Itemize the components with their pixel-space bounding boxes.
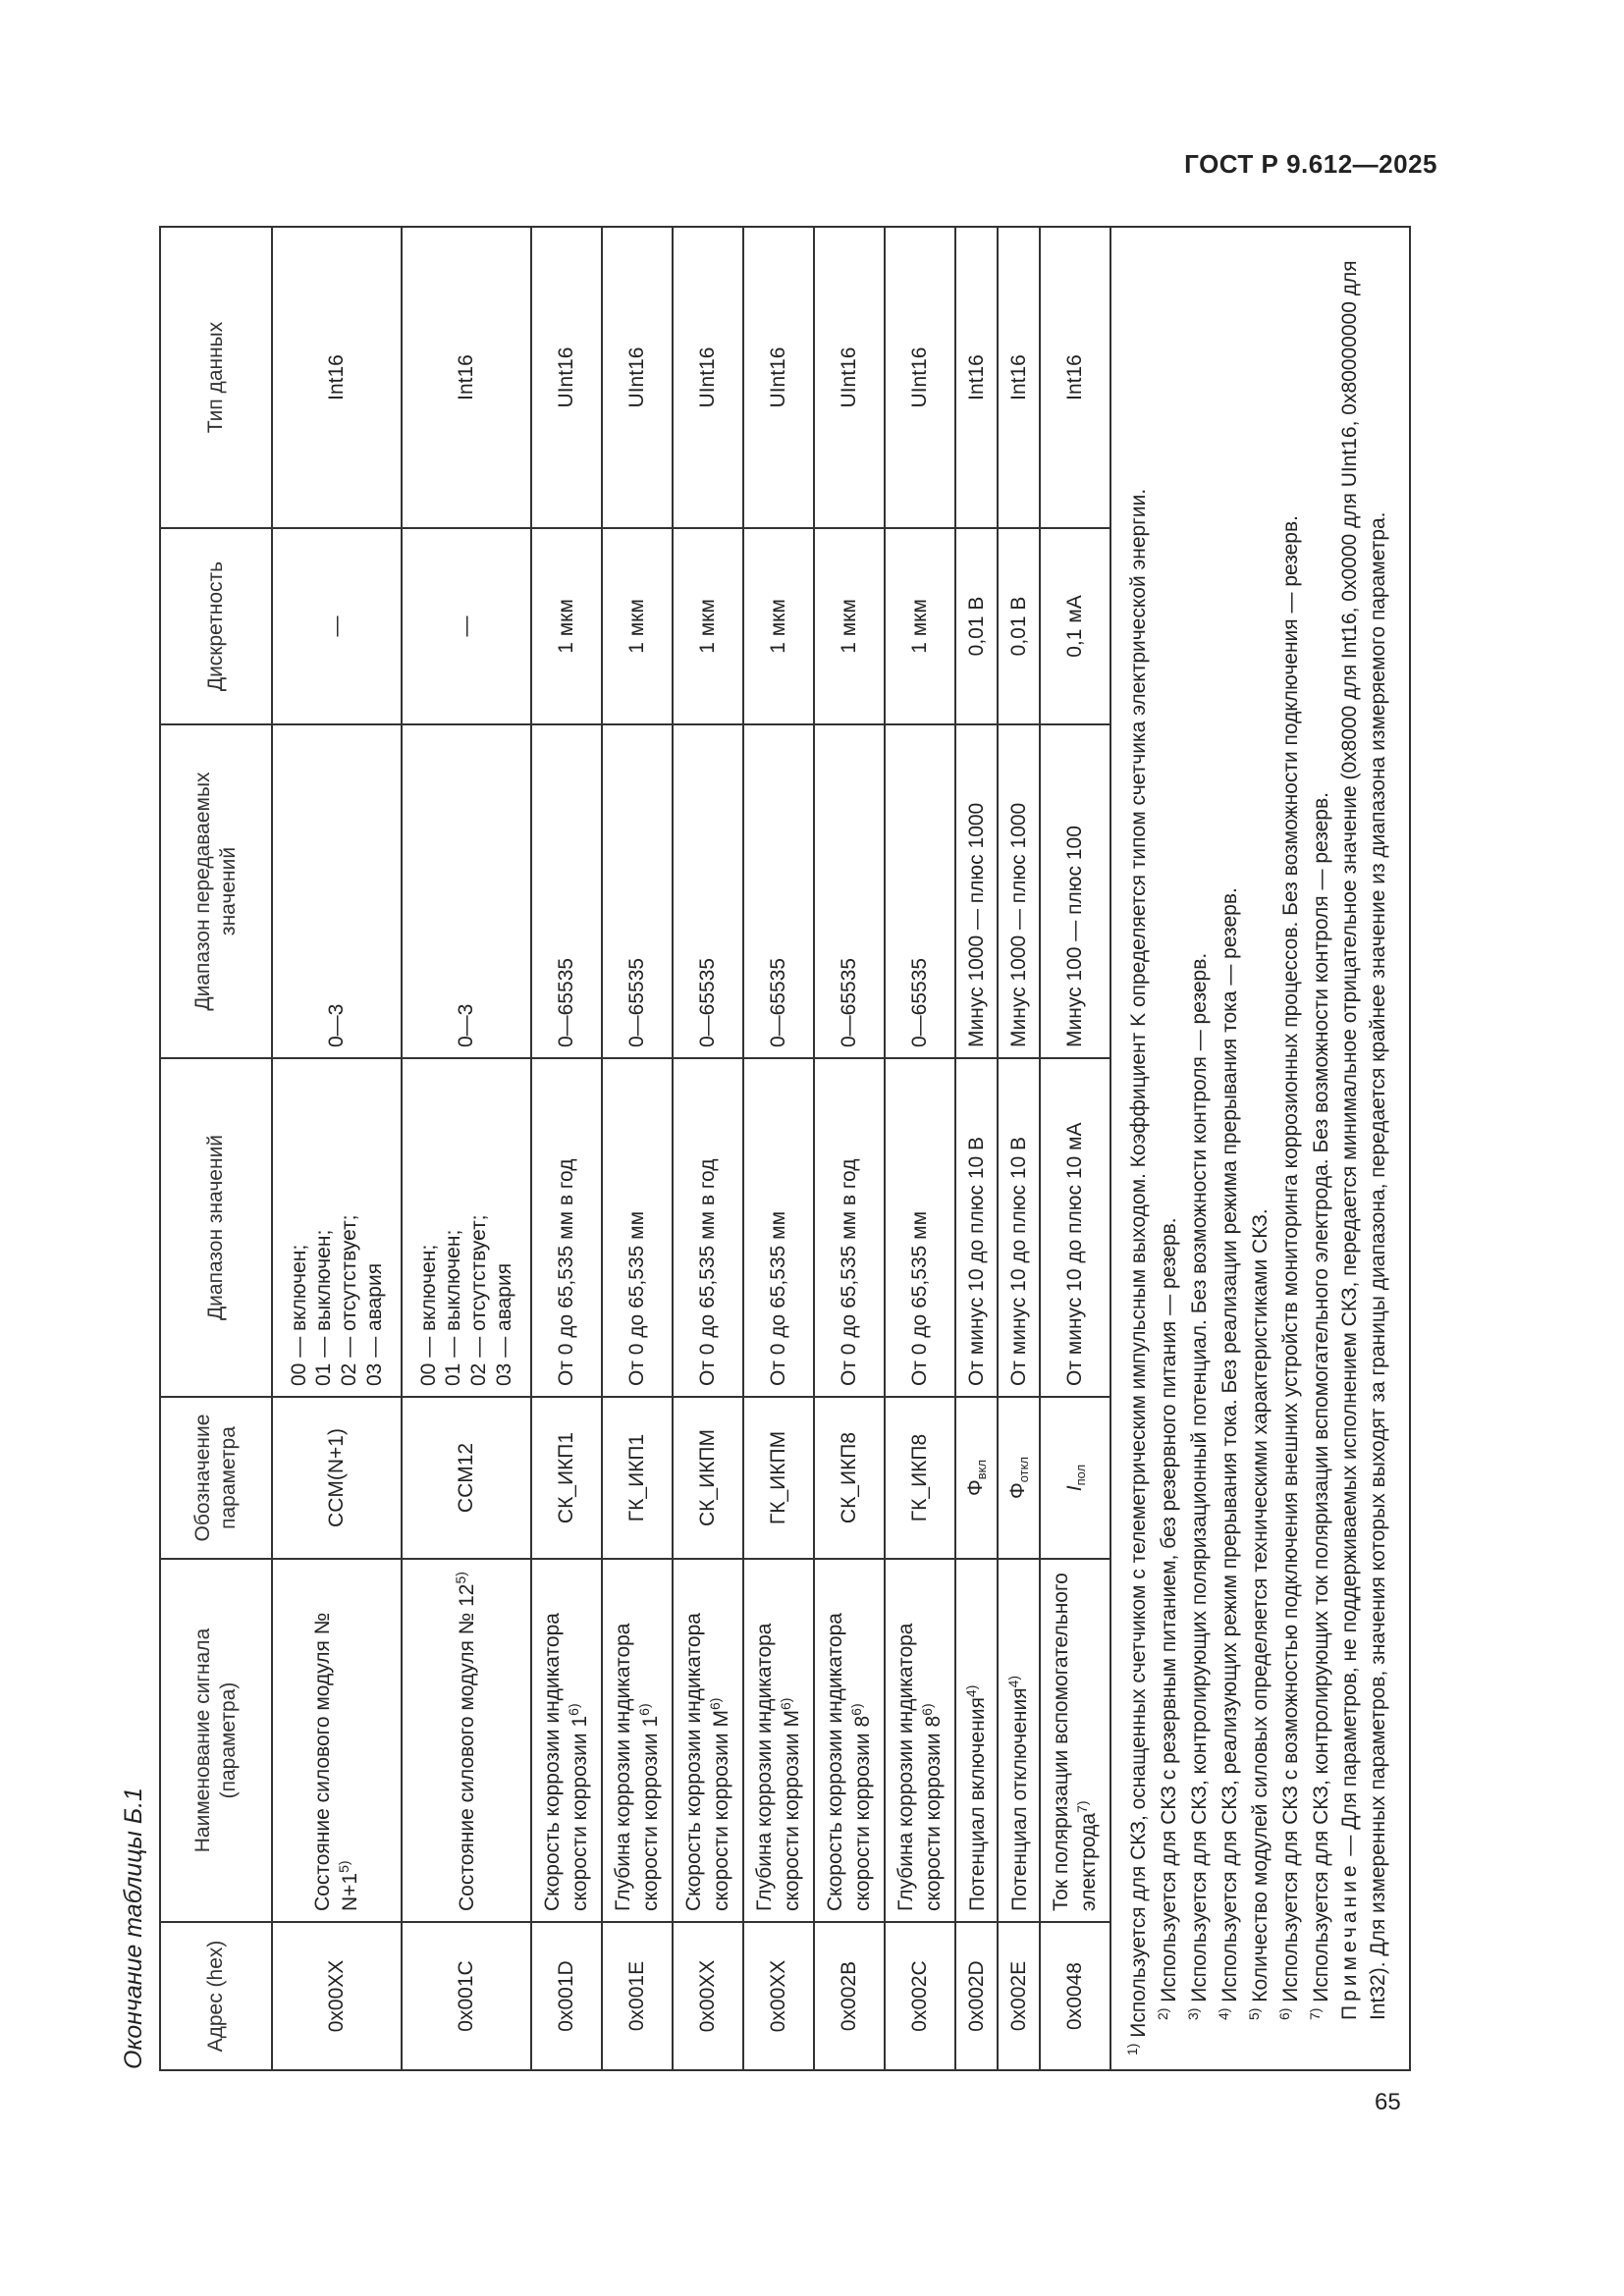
footnote xyxy=(1306,241,1336,2056)
designation-text: СК_ИКП8 xyxy=(838,1431,861,1524)
address-text: 0x00XX xyxy=(325,1959,349,2033)
address-text: 0x001E xyxy=(625,1960,649,2032)
standard-header: ГОСТ Р 9.612—2025 xyxy=(1184,149,1437,179)
footnote-ref: 6) xyxy=(919,1703,935,1716)
cell-name xyxy=(673,1559,743,1922)
step-text: 1 мкм xyxy=(838,599,861,654)
cell-address xyxy=(272,1922,402,2069)
cell-address xyxy=(814,1922,885,2069)
cell-type xyxy=(998,228,1040,528)
cell-address xyxy=(955,1922,998,2069)
designation-symbol: I xyxy=(1062,1485,1086,1492)
address-text: 0x002D xyxy=(964,1960,988,2032)
step-text: 0,01 В xyxy=(1006,596,1030,657)
designation-text: ГК_ИКП1 xyxy=(625,1433,649,1522)
footnote-ref: 6) xyxy=(566,1703,581,1716)
range-text: От минус 10 до плюс 10 В xyxy=(1006,1136,1030,1386)
cell-tx-range xyxy=(885,724,955,1058)
footnote xyxy=(1215,241,1245,2056)
col-header-type: Тип данных xyxy=(161,228,272,528)
footnote-number: 3) xyxy=(1184,2007,1201,2020)
tx-range-text: 0—65535 xyxy=(555,957,578,1047)
table-row xyxy=(402,228,531,2069)
tx-range-text: 0—65535 xyxy=(908,957,932,1047)
designation-text: СК_ИКП1 xyxy=(555,1431,578,1524)
cell-name xyxy=(743,1559,814,1922)
footnote-ref: 4) xyxy=(962,1684,979,1698)
type-text: UInt16 xyxy=(625,347,649,408)
cell-range xyxy=(885,1058,955,1397)
table-row xyxy=(814,228,885,2069)
footnote-ref: 6) xyxy=(778,1697,793,1711)
type-text: Int16 xyxy=(964,354,988,400)
tx-range-text: Минус 1000 — плюс 1000 xyxy=(964,802,988,1047)
table-row xyxy=(602,228,673,2069)
range-text: От минус 10 до плюс 10 мА xyxy=(1063,1122,1087,1386)
range-text: От 0 до 65,535 мм xyxy=(625,1210,649,1386)
table-row xyxy=(1040,228,1110,2069)
cell-name xyxy=(998,1559,1040,1922)
cell-type xyxy=(272,228,402,528)
cell-address xyxy=(1040,1922,1110,2069)
type-text: Int16 xyxy=(1063,354,1087,400)
cell-address xyxy=(743,1922,814,2069)
designation-symbol: Φ xyxy=(964,1479,988,1497)
note-text: — Для параметров, не поддерживаемых исполнением СКЗ, передается минимальное отрицательное значение (0x8000 для Int16, 0x0000 для UInt16, 0x80000000 для Int32). Для измеренных параметров, значения которых выходят за границы диапазона, передается крайнее значение из диапазона измеряемого параметра. xyxy=(1337,260,1389,2020)
signal-name: Скорость коррозии индикатора скорости коррозии M xyxy=(682,1613,732,1911)
address-text: 0x001D xyxy=(555,1960,578,2032)
cell-type xyxy=(1040,228,1110,528)
cell-type xyxy=(531,228,602,528)
cell-step xyxy=(673,528,743,724)
designation-text: СК_ИКПМ xyxy=(696,1429,720,1526)
cell-address xyxy=(402,1922,531,2069)
cell-tx-range xyxy=(1040,724,1110,1058)
cell-name xyxy=(272,1559,402,1922)
address-text: 0x00XX xyxy=(696,1959,720,2033)
cell-designation xyxy=(955,1397,998,1559)
tx-range-text: 0—3 xyxy=(325,1003,349,1047)
designation-text: ГК_ИКП8 xyxy=(908,1433,932,1522)
cell-address xyxy=(531,1922,602,2069)
page-number: 65 xyxy=(1375,2089,1401,2115)
range-text: 00 — включен; 01 — выключен; 02 — отсутствует; 03 — авария xyxy=(416,1214,515,1386)
cell-designation xyxy=(531,1397,602,1559)
footnote-number: 4) xyxy=(1215,2007,1231,2020)
tx-range-text: 0—65535 xyxy=(696,957,720,1047)
range-text: От 0 до 65,535 мм xyxy=(767,1210,790,1386)
footnote-text: Используется для СКЗ, контролирующих ток поляризации вспомогательного электрода. Без возможности контроля — резерв. xyxy=(1309,792,1332,2002)
col-header-range: Диапазон значений xyxy=(161,1058,272,1397)
cell-type xyxy=(955,228,998,528)
cell-range xyxy=(1040,1058,1110,1397)
step-text: 1 мкм xyxy=(767,599,790,654)
range-text: От 0 до 65,535 мм в год xyxy=(696,1158,720,1386)
cell-designation xyxy=(1040,1397,1110,1559)
table-continuation-title: Окончание таблицы Б.1 xyxy=(120,1788,147,2069)
step-text: 0,1 мА xyxy=(1063,595,1087,658)
cell-step xyxy=(955,528,998,724)
signal-name: Состояние силового модуля № 12 xyxy=(456,1583,479,1911)
note-paragraph xyxy=(1336,241,1393,2056)
signal-name: Глубина коррозии индикатора скорости коррозии 1 xyxy=(612,1623,662,1911)
table-row xyxy=(743,228,814,2069)
footnote-ref: 6) xyxy=(848,1703,864,1716)
col-header-address: Адрес (hex) xyxy=(161,1922,272,2069)
signal-name: Скорость коррозии индикатора скорости коррозии 1 xyxy=(541,1613,591,1911)
designation-symbol: Φ xyxy=(1006,1482,1030,1500)
footnote-number: 7) xyxy=(1306,2007,1323,2020)
designation-subscript: пол xyxy=(1072,1464,1088,1486)
footnotes-area xyxy=(1111,228,1409,2069)
cell-range xyxy=(814,1058,885,1397)
table-row xyxy=(998,228,1040,2069)
rotated-table-block xyxy=(108,226,1502,2071)
tx-range-text: 0—65535 xyxy=(838,957,861,1047)
col-header-step: Дискретность xyxy=(161,528,272,724)
cell-tx-range xyxy=(673,724,743,1058)
footnote-text: Количество модулей силовых определяется техническими характеристиками СКЗ. xyxy=(1248,1208,1272,2002)
signal-name: Состояние силового модуля № N+1 xyxy=(311,1612,361,1911)
cell-step xyxy=(402,528,531,724)
table-header-row xyxy=(161,228,272,2069)
tx-range-text: Минус 1000 — плюс 1000 xyxy=(1006,802,1030,1047)
footnote-ref: 5) xyxy=(336,1860,352,1873)
type-text: UInt16 xyxy=(696,347,720,408)
cell-range xyxy=(402,1058,531,1397)
cell-tx-range xyxy=(998,724,1040,1058)
table-row xyxy=(272,228,402,2069)
cell-range xyxy=(955,1058,998,1397)
cell-name xyxy=(1040,1559,1110,1922)
cell-name xyxy=(402,1559,531,1922)
cell-name xyxy=(814,1559,885,1922)
table-body xyxy=(161,228,1110,2069)
cell-range xyxy=(531,1058,602,1397)
range-text: 00 — включен; 01 — выключен; 02 — отсутствует; 03 — авария xyxy=(287,1214,386,1386)
col-header-tx-range: Диапазон передаваемых значений xyxy=(161,724,272,1058)
designation-subscript: откл xyxy=(1016,1456,1032,1483)
footnote xyxy=(1275,241,1306,2056)
footnote-number: 1) xyxy=(1124,2043,1140,2056)
cell-designation xyxy=(743,1397,814,1559)
address-text: 0x002B xyxy=(838,1960,861,2032)
table-row xyxy=(531,228,602,2069)
cell-name xyxy=(602,1559,673,1922)
cell-address xyxy=(673,1922,743,2069)
cell-designation xyxy=(673,1397,743,1559)
cell-step xyxy=(814,528,885,724)
step-text: 1 мкм xyxy=(696,599,720,654)
cell-range xyxy=(602,1058,673,1397)
designation-text: CCM(N+1) xyxy=(325,1428,349,1527)
designation-subscript: вкл xyxy=(974,1459,990,1480)
cell-step xyxy=(531,528,602,724)
footnote-number: 2) xyxy=(1154,2007,1170,2020)
range-text: От минус 10 до плюс 10 В xyxy=(964,1136,988,1386)
cell-name xyxy=(885,1559,955,1922)
table-frame xyxy=(159,226,1411,2071)
table-row xyxy=(673,228,743,2069)
footnote xyxy=(1245,241,1275,2056)
range-text: От 0 до 65,535 мм xyxy=(908,1210,932,1386)
table-row xyxy=(885,228,955,2069)
type-text: Int16 xyxy=(325,354,349,400)
tx-range-text: 0—3 xyxy=(455,1003,478,1047)
signal-name: Глубина коррозии индикатора скорости коррозии M xyxy=(753,1623,803,1911)
footnote-ref: 7) xyxy=(1074,1800,1090,1813)
cell-tx-range xyxy=(402,724,531,1058)
cell-tx-range xyxy=(743,724,814,1058)
cell-tx-range xyxy=(272,724,402,1058)
address-text: 0x001C xyxy=(455,1960,478,2032)
footnote-number: 6) xyxy=(1275,2007,1292,2020)
footnote-text: Используется для СКЗ, оснащенных счетчиком с телеметрическим импульсным выходом. Коэффициент K определяется типом счетчика электрической энергии. xyxy=(1127,488,1150,2038)
footnote-text: Используется для СКЗ с возможностью подключения внешних устройств мониторинга коррозионных процессов. Без возможности подключения — резерв. xyxy=(1278,515,1302,2002)
step-text: 1 мкм xyxy=(625,599,649,654)
footnote xyxy=(1123,241,1154,2056)
type-text: UInt16 xyxy=(555,347,578,408)
signal-name: Скорость коррозии индикатора скорости коррозии 8 xyxy=(824,1613,874,1911)
cell-type xyxy=(885,228,955,528)
signal-name: Потенциал включения xyxy=(965,1697,989,1911)
tx-range-text: Минус 100 — плюс 100 xyxy=(1063,826,1087,1047)
designation-text: CCM12 xyxy=(455,1442,478,1514)
footnotes-list xyxy=(1123,241,1336,2056)
cell-designation xyxy=(998,1397,1040,1559)
table-row xyxy=(955,228,998,2069)
range-text: От 0 до 65,535 мм в год xyxy=(838,1158,861,1386)
col-header-designation: Обозначение параметра xyxy=(161,1397,272,1559)
address-text: 0x002C xyxy=(908,1960,932,2032)
footnote-text: Используется для СКЗ, контролирующих поляризационный потенциал. Без возможности контроля — резерв. xyxy=(1187,952,1211,2002)
cell-tx-range xyxy=(955,724,998,1058)
signal-name: Ток поляризации вспомогательного электрода xyxy=(1050,1573,1100,1911)
type-text: UInt16 xyxy=(767,347,790,408)
cell-address xyxy=(998,1922,1040,2069)
step-text: 0,01 В xyxy=(964,596,988,657)
footnote-text: Используется для СКЗ с резервным питанием, без резервного питания — резерв. xyxy=(1157,1217,1180,2002)
parameters-table xyxy=(161,228,1111,2069)
designation-text: ГК_ИКПМ xyxy=(767,1430,790,1525)
cell-range xyxy=(998,1058,1040,1397)
footnote-text: Используется для СКЗ, реализующих режим прерывания тока. Без реализации режима прерывания тока — резерв. xyxy=(1218,887,1241,2002)
footnote-ref: 6) xyxy=(707,1697,723,1711)
cell-step xyxy=(602,528,673,724)
cell-tx-range xyxy=(531,724,602,1058)
cell-step xyxy=(998,528,1040,724)
cell-designation xyxy=(602,1397,673,1559)
cell-range xyxy=(743,1058,814,1397)
type-text: UInt16 xyxy=(838,347,861,408)
footnote xyxy=(1184,241,1215,2056)
address-text: 0x002E xyxy=(1006,1960,1030,2032)
step-text: — xyxy=(455,615,478,637)
cell-range xyxy=(673,1058,743,1397)
type-text: Int16 xyxy=(1006,354,1030,400)
step-text: — xyxy=(325,615,349,637)
cell-step xyxy=(272,528,402,724)
cell-step xyxy=(743,528,814,724)
cell-designation xyxy=(814,1397,885,1559)
cell-tx-range xyxy=(602,724,673,1058)
cell-tx-range xyxy=(814,724,885,1058)
address-text: 0x00XX xyxy=(767,1959,790,2033)
cell-address xyxy=(602,1922,673,2069)
cell-type xyxy=(673,228,743,528)
cell-step xyxy=(885,528,955,724)
tx-range-text: 0—65535 xyxy=(625,957,649,1047)
footnote xyxy=(1154,241,1184,2056)
cell-address xyxy=(885,1922,955,2069)
cell-designation xyxy=(272,1397,402,1559)
footnote-ref: 4) xyxy=(1004,1675,1021,1688)
cell-name xyxy=(955,1559,998,1922)
cell-type xyxy=(743,228,814,528)
footnote-number: 5) xyxy=(1245,2007,1262,2020)
signal-name: Потенциал отключения xyxy=(1007,1687,1031,1911)
signal-name: Глубина коррозии индикатора скорости коррозии 8 xyxy=(894,1623,945,1911)
cell-range xyxy=(272,1058,402,1397)
address-text: 0x0048 xyxy=(1063,1962,1087,2030)
note-label: Примечание xyxy=(1337,1861,1361,2020)
step-text: 1 мкм xyxy=(555,599,578,654)
step-text: 1 мкм xyxy=(908,599,932,654)
cell-name xyxy=(531,1559,602,1922)
tx-range-text: 0—65535 xyxy=(767,957,790,1047)
cell-step xyxy=(1040,528,1110,724)
cell-designation xyxy=(885,1397,955,1559)
cell-designation xyxy=(402,1397,531,1559)
cell-type xyxy=(402,228,531,528)
footnote-ref: 5) xyxy=(453,1572,469,1584)
type-text: UInt16 xyxy=(908,347,932,408)
col-header-name: Наименование сигнала (параметра) xyxy=(161,1559,272,1922)
cell-type xyxy=(814,228,885,528)
cell-type xyxy=(602,228,673,528)
footnote-ref: 6) xyxy=(636,1703,652,1716)
type-text: Int16 xyxy=(455,354,478,400)
range-text: От 0 до 65,535 мм в год xyxy=(555,1158,578,1386)
